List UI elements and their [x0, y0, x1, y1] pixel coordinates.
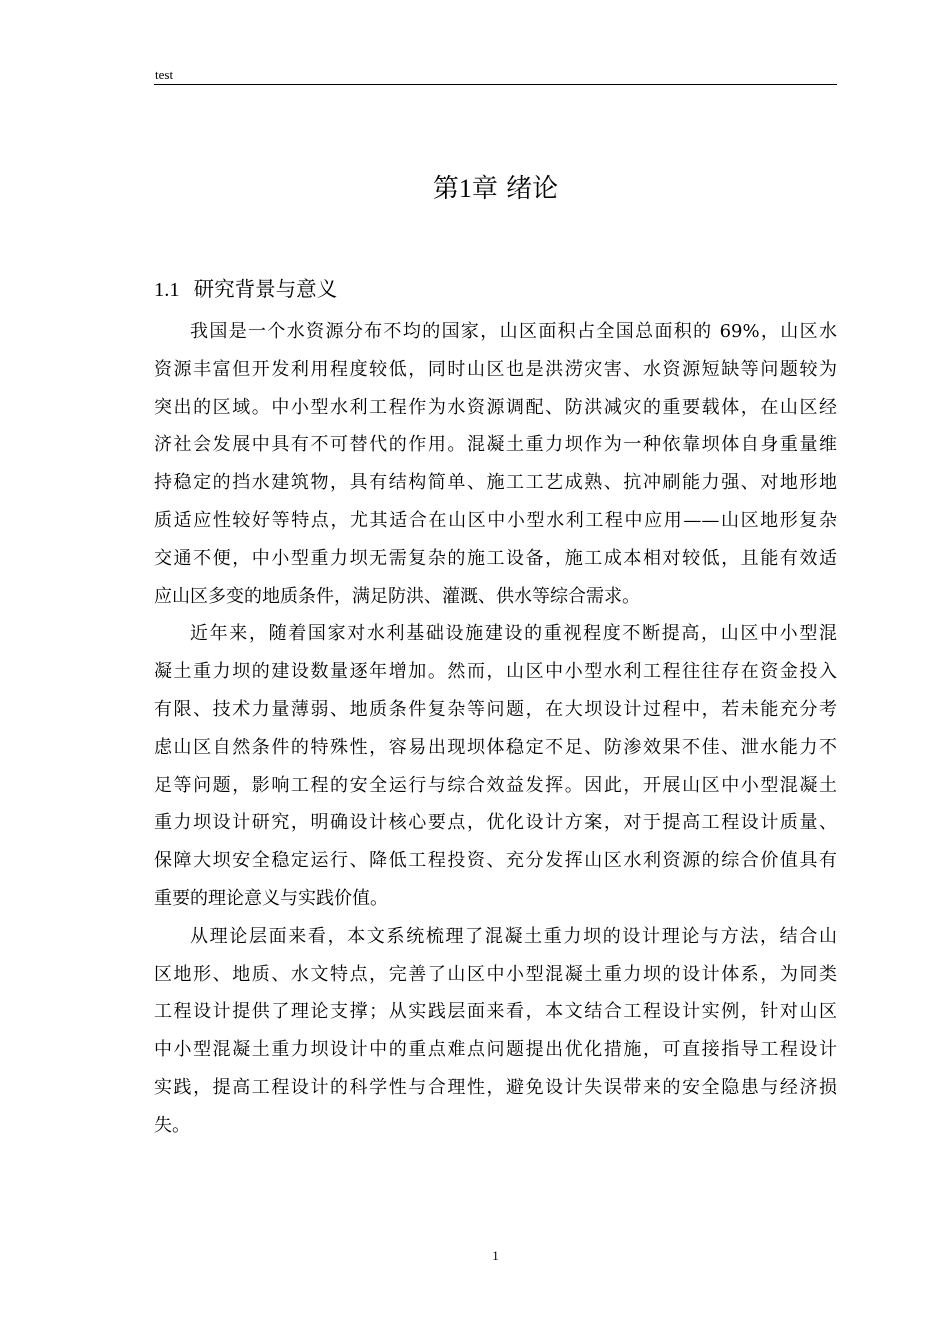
section-number: 1.1	[154, 279, 180, 301]
text-line: 保障大坝安全稳定运行、降低工程投资、充分发挥山区水利资源的综合价值具有	[154, 850, 837, 872]
text-line: 我国是一个水资源分布不均的国家，山区面积占全国总面积的 69%，山区水	[190, 321, 837, 342]
chapter-label-suffix: 章	[471, 174, 498, 204]
section-heading	[154, 273, 337, 306]
paragraph-3	[154, 918, 837, 1145]
text-line: 有限、技术力量薄弱、地质条件复杂等问题，在大坝设计过程中，若未能充分考	[154, 698, 837, 720]
text-line: 近年来，随着国家对水利基础设施建设的重视程度不断提高，山区中小型混	[190, 623, 837, 645]
section-title: 研究背景与意义	[193, 277, 338, 301]
body-text	[154, 313, 837, 1145]
paragraph-1	[154, 313, 837, 615]
text-line: 从理论层面来看，本文系统梳理了混凝土重力坝的设计理论与方法，结合山	[190, 925, 837, 947]
text-line: 中小型混凝土重力坝设计中的重点难点问题提出优化措施，可直接指导工程设计	[154, 1039, 837, 1061]
text-line: 济社会发展中具有不可替代的作用。混凝土重力坝作为一种依靠坝体自身重量维	[154, 434, 837, 456]
chapter-label-prefix: 第	[432, 174, 459, 204]
text-line: 持稳定的挡水建筑物，具有结构简单、施工工艺成熟、抗冲刷能力强、对地形地	[154, 472, 837, 494]
paragraph-2	[154, 615, 837, 917]
text-line: 工程设计提供了理论支撑；从实践层面来看，本文结合工程设计实例，针对山区	[154, 1001, 837, 1023]
text-line: 交通不便，中小型重力坝无需复杂的施工设备，施工成本相对较低，且能有效适	[154, 547, 837, 569]
text-line: 重力坝设计研究，明确设计核心要点，优化设计方案，对于提高工程设计质量、	[154, 812, 837, 834]
text-line: 虑山区自然条件的特殊性，容易出现坝体稳定不足、防渗效果不佳、泄水能力不	[154, 736, 837, 758]
text-line: 失。	[154, 1114, 190, 1136]
header-rule	[154, 84, 837, 85]
running-header: test	[155, 67, 174, 82]
text-line: 重要的理论意义与实践价值。	[154, 887, 388, 909]
text-line: 资源丰富但开发利用程度较低，同时山区也是洪涝灾害、水资源短缺等问题较为	[154, 358, 837, 380]
text-line: 实践，提高工程设计的科学性与合理性，避免设计失误带来的安全隐患与经济损	[154, 1076, 837, 1098]
text-line: 质适应性较好等特点，尤其适合在山区中小型水利工程中应用——山区地形复杂	[154, 509, 837, 531]
text-line: 足等问题，影响工程的安全运行与综合效益发挥。因此，开展山区中小型混凝土	[154, 774, 837, 796]
text-line: 突出的区域。中小型水利工程作为水资源调配、防洪减灾的重要载体，在山区经	[154, 396, 837, 418]
chapter-title	[154, 171, 837, 207]
text-line: 凝土重力坝的建设数量逐年增加。然而，山区中小型水利工程往往存在资金投入	[154, 661, 837, 683]
page-number: 1	[492, 1248, 499, 1263]
chapter-title-text: 绪论	[506, 174, 559, 204]
text-line: 应山区多变的地质条件，满足防洪、灌溉、供水等综合需求。	[154, 585, 640, 607]
text-line: 区地形、地质、水文特点，完善了山区中小型混凝土重力坝的设计体系，为同类	[154, 963, 837, 985]
chapter-number: 1	[458, 174, 472, 203]
